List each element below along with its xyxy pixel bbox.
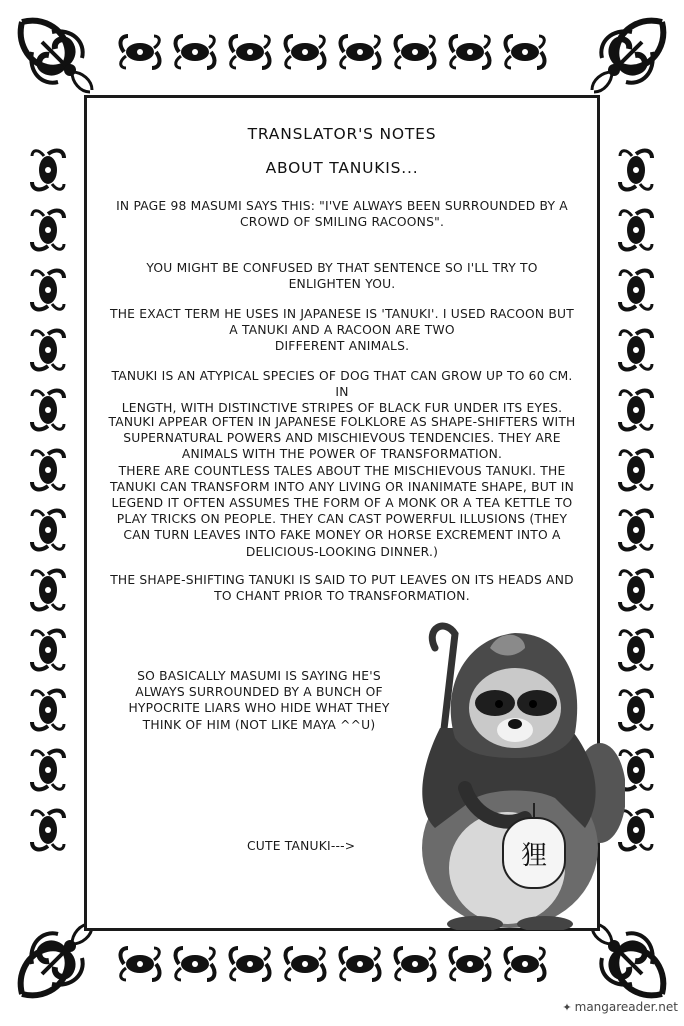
paragraph-3: THE EXACT TERM HE USES IN JAPANESE IS 'TANUKI'. I USED RACOON BUT A TANUKI AND A RACOON ARE TWO DIFFERENT ANIMALS.	[110, 307, 574, 354]
corner-top-right	[592, 21, 663, 92]
left-ornaments	[32, 151, 64, 850]
paragraph-1: IN PAGE 98 MASUMI SAYS THIS: "I'VE ALWAYS BEEN SURROUNDED BY A CROWD OF SMILING RACOONS".	[116, 199, 568, 230]
watermark-icon: ✦	[562, 1000, 572, 1014]
heading-translators-notes: TRANSLATOR'S NOTES	[247, 125, 437, 143]
corner-bottom-left	[21, 924, 92, 995]
tanuki-illustration	[395, 618, 625, 930]
paragraph-2: YOU MIGHT BE CONFUSED BY THAT SENTENCE SO I'LL TRY TO ENLIGHTEN YOU.	[146, 261, 538, 292]
paragraph-4: TANUKI IS AN ATYPICAL SPECIES OF DOG THAT CAN GROW UP TO 60 CM. IN LENGTH, WITH DISTINCTIVE STRIPES OF BLACK FUR UNDER ITS EYES.	[111, 369, 573, 416]
paragraph-7: SO BASICALLY MASUMI IS SAYING HE'S ALWAYS SURROUNDED BY A BUNCH OF HYPOCRITE LIARS WHO HIDE WHAT THEY THINK OF HIM (NOT LIKE MAYA ^^U)	[128, 669, 390, 732]
watermark-text: mangareader.net	[574, 1000, 678, 1014]
corner-top-left	[21, 21, 92, 92]
watermark	[562, 1000, 678, 1014]
cute-tanuki-caption: CUTE TANUKI--->	[247, 839, 356, 853]
bottom-ornaments	[121, 948, 545, 980]
lantern-character: 狸	[520, 841, 548, 871]
corner-bottom-right	[592, 924, 663, 995]
paragraph-5: TANUKI APPEAR OFTEN IN JAPANESE FOLKLORE AS SHAPE-SHIFTERS WITH SUPERNATURAL POWERS AND MISCHIEVOUS TENDENCIES. THEY ARE ANIMALS WITH THE POWER OF TRANSFORMATION. THERE ARE COUNTLESS TALES ABOUT THE MISCHIEVOUS TANUKI. THE TANUKI CAN TRANSFORM INTO ANY LIVING OR INANIMATE SHAPE, BUT IN LEGEND IT OFTEN ASSUMES THE FORM OF A MONK OR A TEA KETTLE TO PLAY TRICKS ON PEOPLE. THEY CAN CAST POWERFUL ILLUSIONS (THEY CAN TURN LEAVES INTO FAKE MONEY OR HORSE EXCREMENT INTO A DELICIOUS-LOOKING DINNER.)	[108, 415, 576, 559]
heading-about-tanukis: ABOUT TANUKIS...	[265, 159, 419, 177]
notes-panel	[84, 95, 600, 931]
top-ornaments	[121, 36, 545, 68]
paragraph-6: THE SHAPE-SHIFTING TANUKI IS SAID TO PUT LEAVES ON ITS HEADS AND TO CHANT PRIOR TO TRANSFORMATION.	[110, 573, 574, 604]
